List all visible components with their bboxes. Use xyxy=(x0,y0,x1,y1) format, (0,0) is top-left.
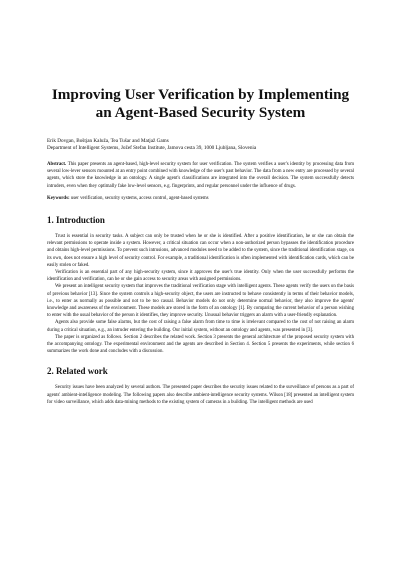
body-paragraph: Verification is an essential part of any high-security system, since it approves the user's true identity. Only when the user successfully performs the identification and verification, can he or she gain access to security areas with assigned permissions. xyxy=(47,270,354,283)
abstract xyxy=(47,161,354,190)
body-paragraph: Security issues have been analyzed by several authors. The presented paper describes the security issues related to the surveillance of persons as a part of agents' ambient-intelligence modeling. The following papers also describe ambient-intelligence security systems. Wilson [18] presented an intelligent system for video surveillance, which adds data-mining methods to the existing system of cameras in a building. The intelligent methods are used xyxy=(47,385,354,405)
keywords-label: Keywords: xyxy=(47,195,70,201)
abstract-label: Abstract. xyxy=(47,162,67,167)
affiliation: Department of Intelligent Systems, Jožef Stefan Institute, Jamova cesta 39, 1000 Ljubljana, Slovenia xyxy=(47,145,257,151)
body-paragraph: Trust is essential in security tasks. A subject can only be trusted when he or she is identified. After a positive identification, he or she can obtain the relevant permissions to operate inside a system. However, a critical situation can occur when a non-authorized person bypasses the identification procedure and obtains high-level permissions. To prevent such intrusions, advanced modules need to be added to the system, since the traditional identification stage, on its own, does not ensure a high level of security control. For example, a traditional identification is often implemented with identification cards, which can be easily stolen or faked. xyxy=(47,234,354,268)
title-line-1: Improving User Verification by Implementing xyxy=(51,86,350,103)
title-line-2: an Agent-Based Security System xyxy=(95,104,306,121)
keywords xyxy=(47,195,354,202)
section-heading-related-work: 2. Related work xyxy=(47,366,108,377)
paper-title xyxy=(47,86,354,122)
abstract-text: This paper presents an agent-based, high-level security system for user verification. The system verifies a user's identity by processing data from several low-lever sensors mounted at an entry point combined with knowledge of the user's past behavior. The data from a new entry are processed by several agents, which store the knowledge in an ontology. A single agent's classifications are integrated into the overall decision. The system successfully detects intruders, even when they optimally fake low-level sensors, e.g. fingerprints, and regular personnel under the influence of drugs. xyxy=(47,162,355,189)
body-paragraph: We present an intelligent security system that improves the traditional verification stage with intelligent agents. These agents verify the users on the basis of previous behavior [13]. Since the system controls a high-security object, the users are instructed to behave consistently in terms of their behavior models, i.e., to enter as normally as possible and not to be too casual. Behavior models do not only determine normal behavior, they also improve the agents' knowledge and awareness of the environment. These models are stored in the form of an ontology [1]. By comparing the current behavior of a person wishing to enter with the usual behavior of the person it identifies, they improve security. Unusual behavior triggers an alarm with a user-friendly explanation. xyxy=(47,284,354,319)
keywords-text: user verification, security systems, access control, agent-based systems xyxy=(70,195,209,201)
author-list: Erik Dovgan, Boštjan Kaluža, Tea Tušar and Matjaž Gams xyxy=(47,138,169,144)
body-paragraph: The paper is organized as follows. Section 2 describes the related work. Section 3 presents the general architecture of the proposed security system with the accompanying ontology. The experimental environment and the agents are described in Section 4. Section 5 presents the experiments, while section 6 summarizes the work done and concludes with a discussion. xyxy=(47,334,354,355)
body-paragraph: Agents also provide some false alarms, but the cost of raising a false alarm from time to time is irrelevant compared to the cost of not raising an alarm during a critical situation, e.g., an intruder entering the building. Our initial system, without an ontology and agents, was presented in [3]. xyxy=(47,320,354,333)
section-heading-introduction: 1. Introduction xyxy=(47,215,105,226)
